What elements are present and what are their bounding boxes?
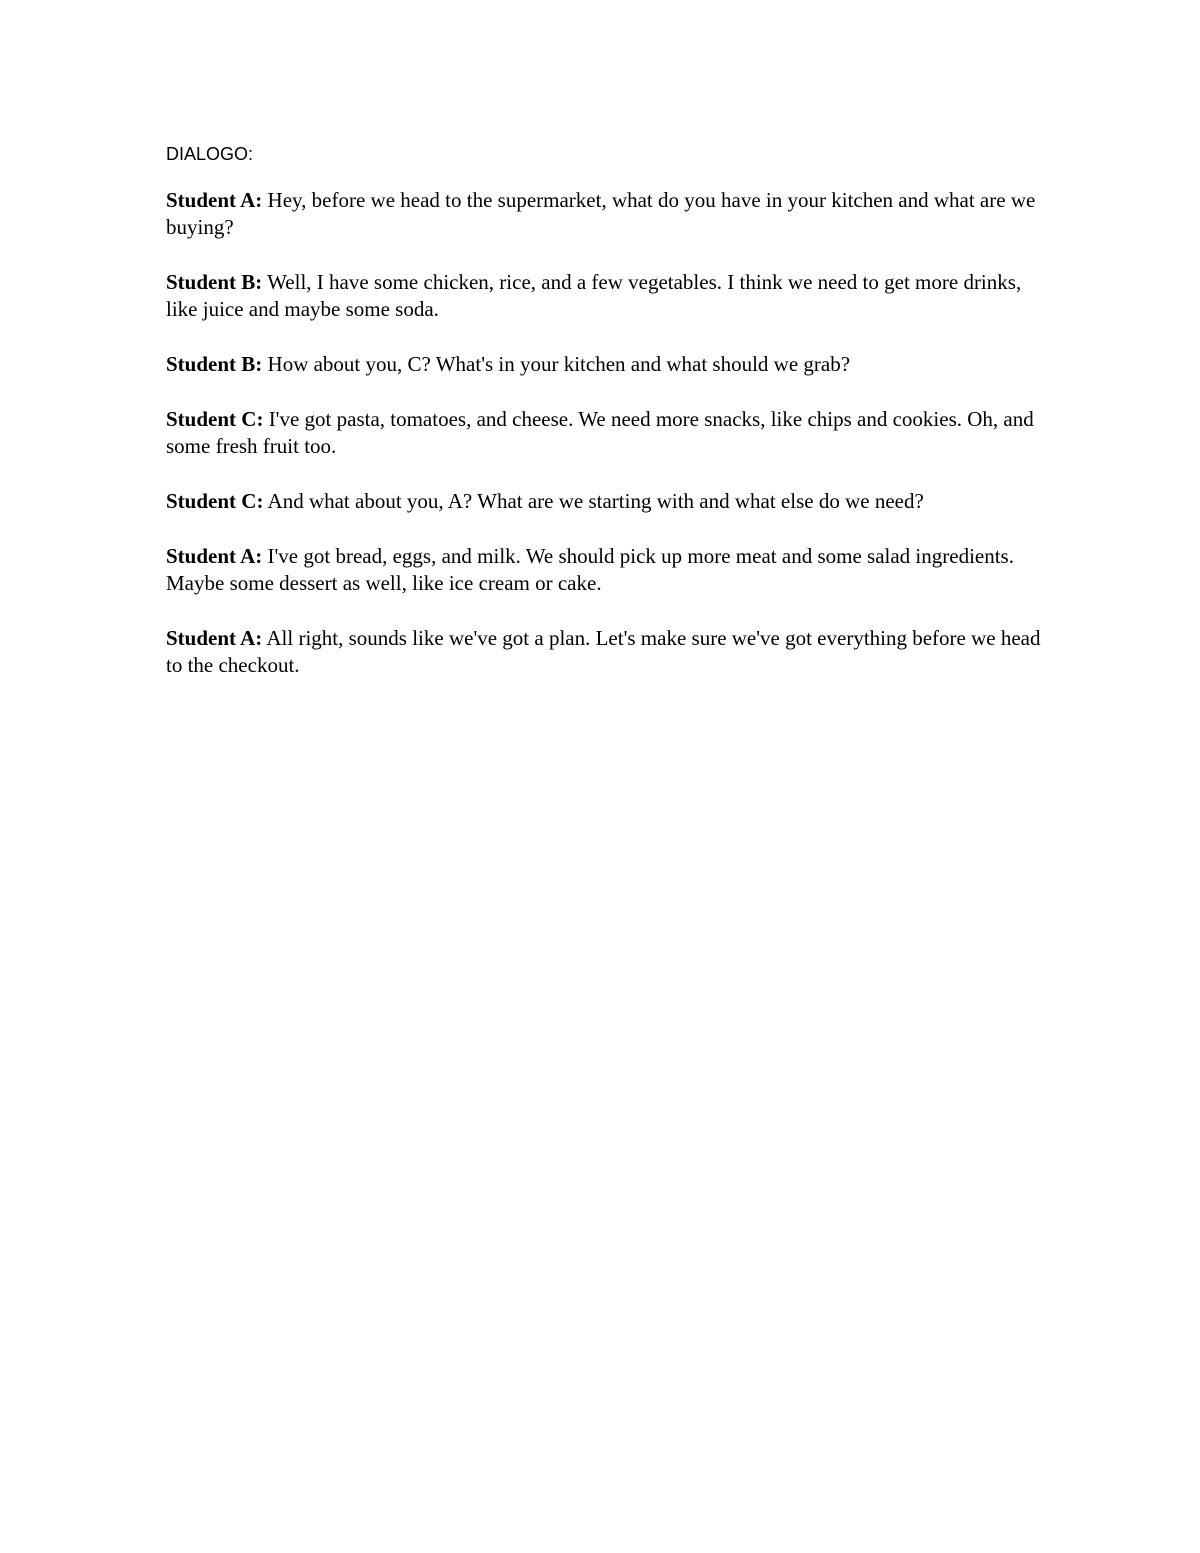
- dialogue-line: [166, 269, 1046, 323]
- speaker-label: Student B:: [166, 270, 263, 294]
- document-heading: DIALOGO:: [166, 144, 254, 164]
- dialogue-text: Hey, before we head to the supermarket, what do you have in your kitchen and what are we buying?: [166, 188, 1036, 239]
- dialogue-text: How about you, C? What's in your kitchen and what should we grab?: [267, 352, 851, 376]
- dialogue-text: I've got pasta, tomatoes, and cheese. We need more snacks, like chips and cookies. Oh, and some fresh fruit too.: [166, 407, 1034, 458]
- dialogue-text: All right, sounds like we've got a plan. Let's make sure we've got everything before we head to the checkout.: [166, 626, 1041, 677]
- speaker-label: Student B:: [166, 352, 263, 376]
- speaker-label: Student C:: [166, 407, 264, 431]
- dialogue-text: Well, I have some chicken, rice, and a few vegetables. I think we need to get more drinks, like juice and maybe some soda.: [166, 270, 1022, 321]
- speaker-label: Student A:: [166, 544, 263, 568]
- dialogue-content: [166, 141, 1046, 707]
- speaker-label: Student A:: [166, 188, 263, 212]
- dialogue-line: [166, 406, 1046, 460]
- speaker-label: Student C:: [166, 489, 264, 513]
- dialogue-text: I've got bread, eggs, and milk. We should pick up more meat and some salad ingredients. Maybe some dessert as well, like ice cream or cake.: [166, 544, 1014, 595]
- dialogue-line: [166, 187, 1046, 241]
- dialogue-line: [166, 625, 1046, 679]
- dialogue-line: [166, 543, 1046, 597]
- speaker-label: Student A:: [166, 626, 263, 650]
- dialogue-text: And what about you, A? What are we starting with and what else do we need?: [267, 489, 924, 513]
- dialogue-line: [166, 351, 1046, 378]
- dialogue-line: [166, 488, 1046, 515]
